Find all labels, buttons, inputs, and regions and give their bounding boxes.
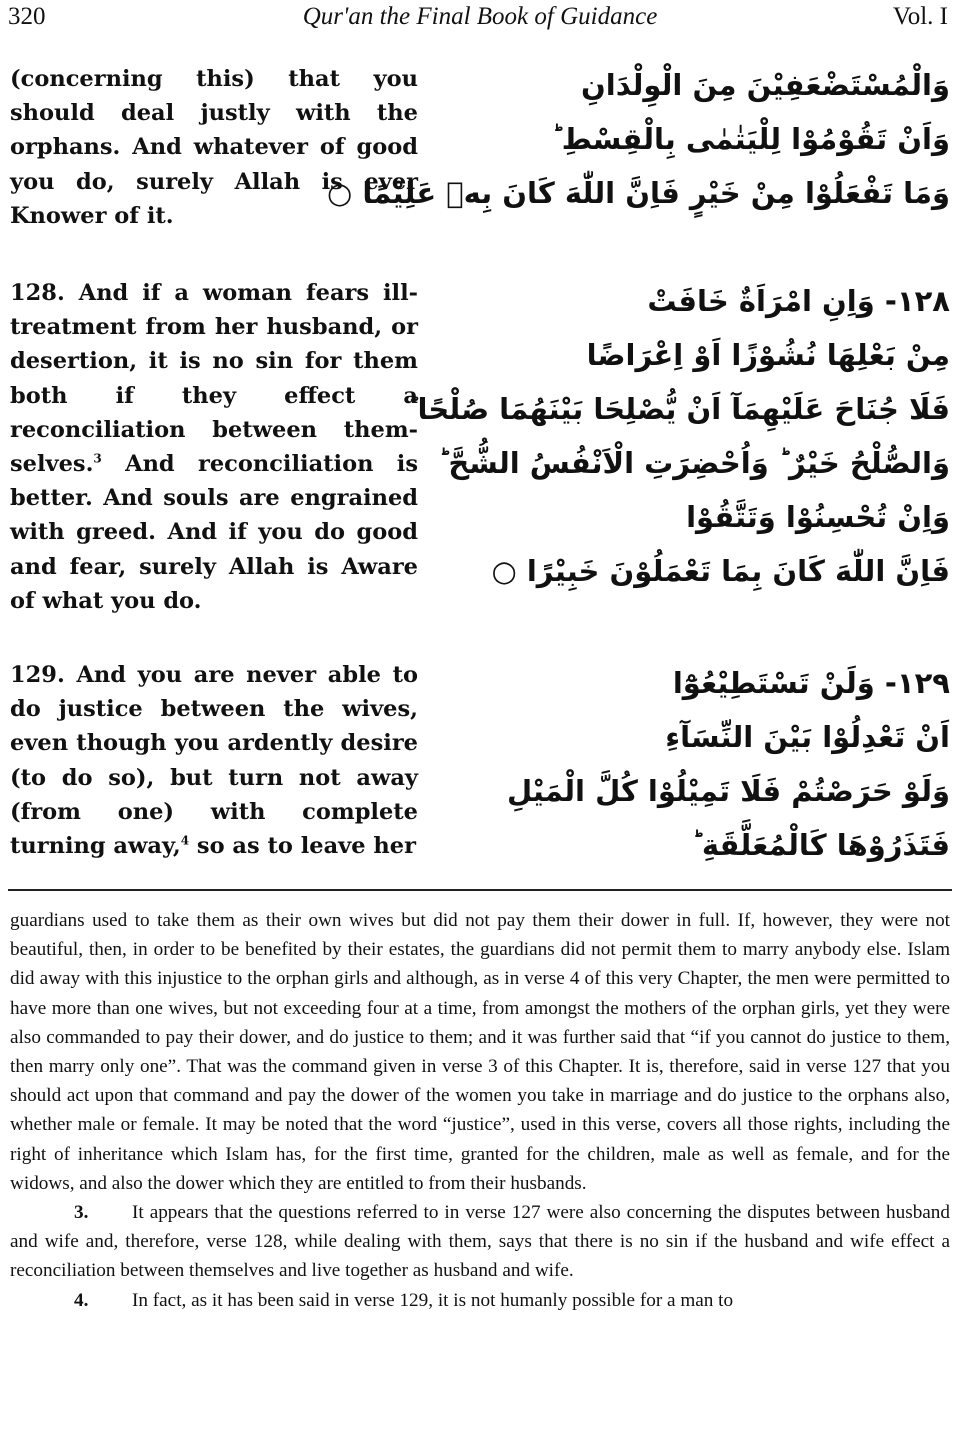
footnote-number: 4. [74, 1289, 89, 1311]
translation-text: (concerning this) that you should deal justly with the orphans. And whatever of good you do, surely Allah is ever Knower of it. [10, 66, 418, 229]
arabic-line: ١٢٩- وَلَنْ تَسْتَطِيْعُوْٓا [672, 666, 950, 700]
arabic-text [326, 58, 950, 220]
arabic-line: فَلَا جُنَاحَ عَلَيْهِمَآ اَنْ يُّصْلِحَا بَيْنَهُمَا صُلْحًا ؕ [407, 392, 950, 426]
translation-text: 129. And you are never able to do justice between the wives, even though you ardently desire (to do so), but turn not away (from one) with complete turning away,$^4$ so as to leave her [10, 662, 418, 860]
footnote-4: 4. In fact, as it has been said in verse 129, it is not humanly possible for a man to [10, 1286, 950, 1315]
arabic-line: وَالْمُسْتَضْعَفِيْنَ مِنَ الْوِلْدَانِ [581, 68, 950, 102]
arabic-line: وَاِنْ تُحْسِنُوْا وَتَتَّقُوْا [686, 500, 950, 534]
arabic-line: وَمَا تَفْعَلُوْا مِنْ خَيْرٍ فَاِنَّ اللّٰهَ كَانَ بِهٖ عَلِيْمًا ○ [326, 176, 950, 210]
page-number: 320 [8, 3, 46, 30]
arabic-line: مِنْ بَعْلِهَا نُشُوْزًا اَوْ اِعْرَاضًا [586, 338, 950, 372]
footnote-number: 3. [74, 1202, 89, 1224]
footnote-mark: 4 [180, 833, 190, 848]
arabic-line: اَنْ تَعْدِلُوْا بَيْنَ النِّسَآءِ [665, 720, 950, 754]
footnote-divider [8, 889, 952, 891]
arabic-line: وَاَنْ تَقُوْمُوْا لِلْيَتٰمٰى بِالْقِسْطِ ؕ [551, 122, 950, 156]
arabic-line: فَتَذَرُوْهَا كَالْمُعَلَّقَةِ ؕ [691, 828, 950, 862]
arabic-line: فَاِنَّ اللّٰهَ كَانَ بِمَا تَعْمَلُوْنَ خَبِيْرًا ○ [491, 554, 950, 588]
footnotes-section [10, 906, 950, 1315]
english-translation [10, 276, 418, 618]
footnote-3: 3. It appears that the questions referred to in verse 127 were also concerning the disputes between husband and wife and, therefore, verse 128, while dealing with them, says that there is no sin if the husband and wife effect a reconciliation between themselves and live together as husband and wife. [10, 1198, 950, 1286]
english-translation [10, 658, 418, 863]
footnote-mark: 3 [93, 451, 102, 466]
arabic-text [407, 274, 950, 598]
footnote-continuation: guardians used to take them as their own wives but did not pay them their dower in full. If, however, they were not beautiful, then, in order to be benefited by their estates, the guardians did not permit them to marry anybody else. Islam did away with this injustice to the orphan girls and although, as in verse 4 of this very Chapter, the men were permitted to have more than one wives, but not exceeding four at a time, from amongst the mothers of the orphan girls, yet they were also commanded to pay their dower, and do justice to them; and it was further said that “if you cannot do justice to them, then marry only one”. That was the command given in verse 3 of this Chapter. It is, therefore, said in verse 127 that you should act upon that command and pay the dower of the women you take in marriage and do justice to the orphans also, whether male or female. It may be noted that the word “justice”, used in this verse, covers all those rights, including the right of inheritance which Islam has, for the first time, granted for the children, male as well as female, and for the widows, and also the dower which they are entitled to from their husbands. [10, 910, 950, 1194]
arabic-line: ١٢٨- وَاِنِ امْرَاَةٌ خَافَتْ [647, 284, 950, 318]
arabic-line: وَلَوْ حَرَصْتُمْ فَلَا تَمِيْلُوْا كُلَّ الْمَيْلِ [506, 774, 950, 808]
volume-label: Vol. I [892, 3, 948, 30]
arabic-line: وَالصُّلْحُ خَيْرٌ ؕ وَاُحْضِرَتِ الْاَنْفُسُ الشُّحَّ ؕ [438, 446, 950, 480]
book-title: Qur'an the Final Book of Guidance [302, 3, 658, 30]
translation-text: 128. And if a woman fears ill-treatment from her husband, or desertion, it is no sin for them both if they effect a reconciliation between them-selves.$^3$ And reconciliation is better. And souls are engrained with greed. And if you do good and fear, surely Allah is Aware of what you do. [10, 280, 418, 614]
arabic-text [430, 656, 950, 872]
page-header [0, 0, 960, 38]
